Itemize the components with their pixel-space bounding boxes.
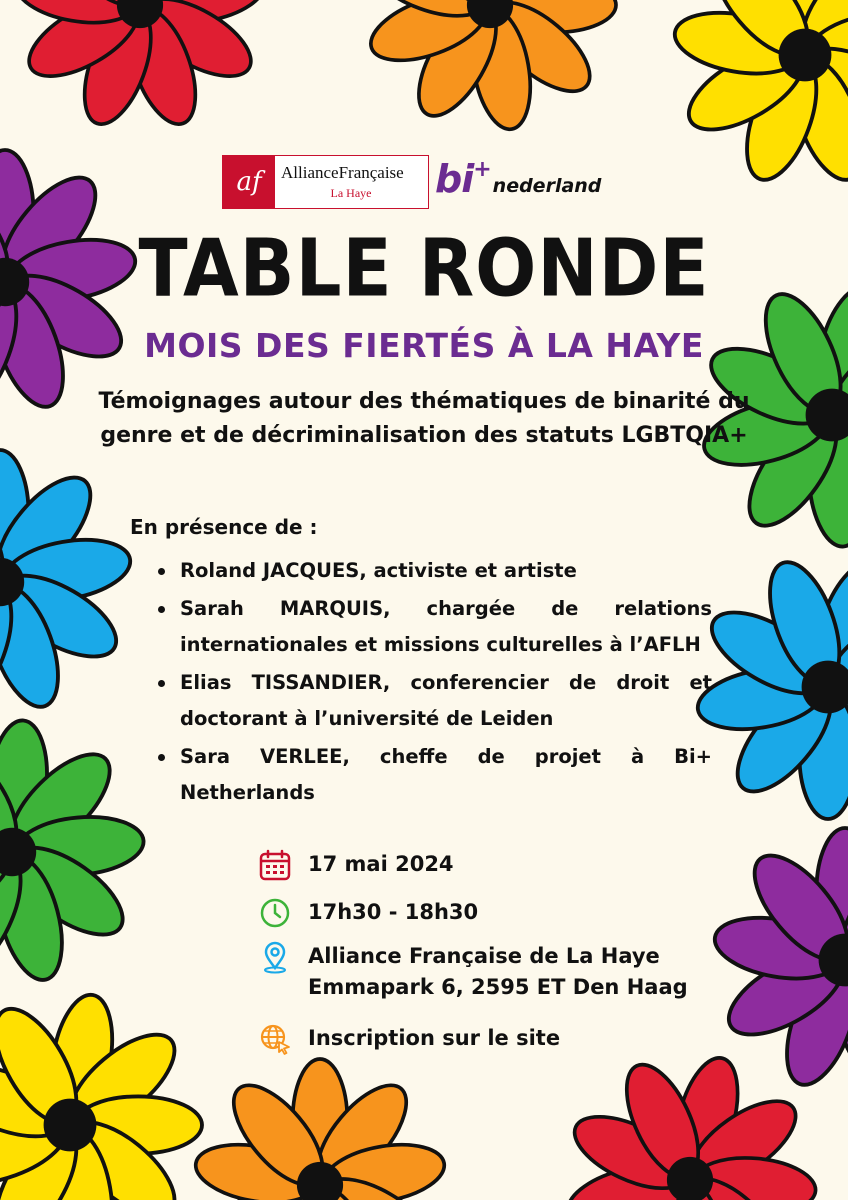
af-name: AllianceFrançaise	[281, 163, 404, 182]
flower-purple-right	[710, 828, 848, 1094]
bi-logo-sub: nederland	[492, 175, 602, 197]
page-title: TABLE RONDE	[138, 222, 710, 315]
guest-item: Elias TISSANDIER, conferencier de droit et doctorant à l’université de Leiden	[160, 665, 712, 737]
flower-blue-right	[693, 553, 848, 819]
flower-red-bottom-right	[561, 1051, 818, 1200]
description-line-2: genre et de décriminalisation des statuts LGBTQIA+	[100, 423, 748, 448]
flower-yellow-bottom-left	[0, 990, 202, 1200]
event-address-text: Emmapark 6, 2595 ET Den Haag	[308, 975, 688, 999]
bi-logo-plus: +	[473, 157, 492, 182]
guest-list	[160, 553, 712, 813]
flower-orange-top	[362, 0, 616, 134]
bi-nederland-logo	[435, 157, 601, 201]
guest-item: Sarah MARQUIS, chargée de relations internationales et missions culturelles à l’AFLH	[160, 591, 712, 663]
event-registration-text: Inscription sur le site	[308, 1026, 561, 1050]
event-venue-text: Alliance Française de La Haye	[308, 944, 660, 968]
af-mark: af	[223, 156, 275, 208]
af-city: La Haye	[330, 186, 372, 200]
description-line-1: Témoignages autour des thématiques de binarité du	[98, 389, 750, 414]
presence-label: En présence de :	[130, 515, 318, 539]
flower-yellow-top-right	[670, 0, 848, 189]
flower-orange-bottom	[191, 1059, 449, 1200]
alliance-francaise-logo	[222, 155, 429, 209]
calendar-icon	[258, 848, 292, 882]
flower-red-top-left	[11, 0, 269, 133]
page-subtitle: MOIS DES FIERTÉS À LA HAYE	[144, 326, 704, 365]
event-date-text: 17 mai 2024	[308, 852, 454, 876]
globe-cursor-icon	[258, 1022, 292, 1056]
event-time-text: 17h30 - 18h30	[308, 900, 479, 924]
flower-green-left	[0, 718, 146, 987]
clock-icon	[258, 896, 292, 930]
guest-item: Sara VERLEE, cheffe de projet à Bi+ Netherlands	[160, 739, 712, 811]
guest-item: Roland JACQUES, activiste et artiste	[160, 553, 712, 589]
bi-logo-main: bi	[435, 157, 474, 201]
location-pin-icon	[258, 940, 292, 974]
flower-blue-left	[0, 450, 135, 716]
description	[70, 385, 778, 453]
